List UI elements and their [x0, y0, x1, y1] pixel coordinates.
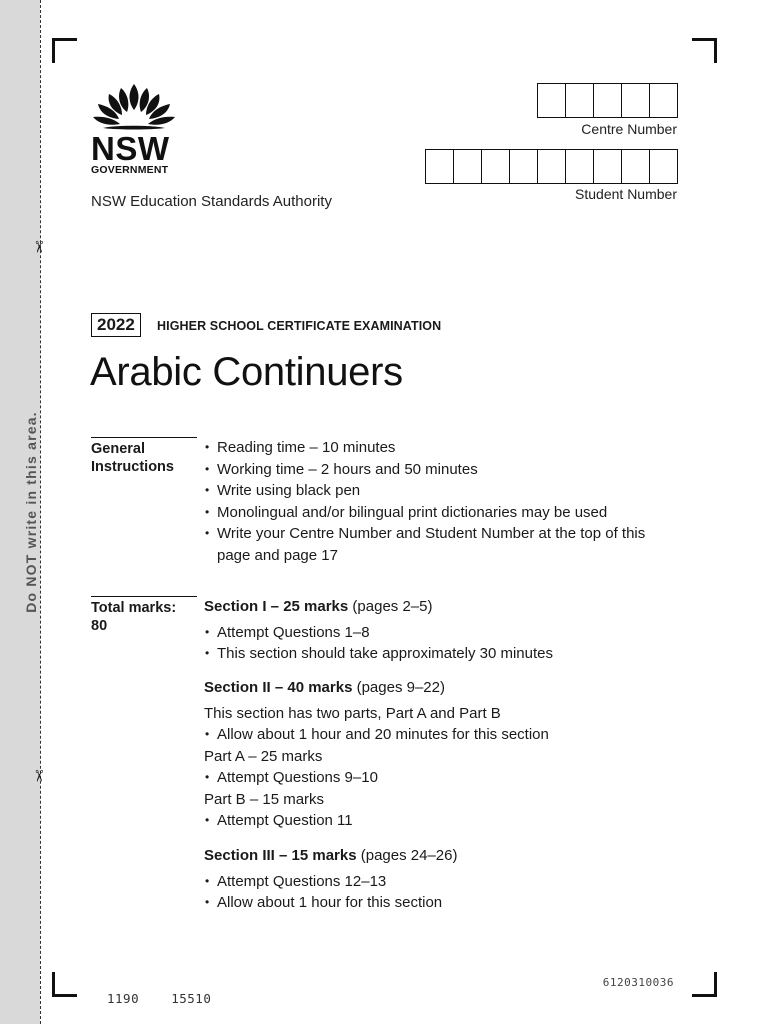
digit-box[interactable]	[481, 149, 510, 184]
digit-box[interactable]	[565, 149, 594, 184]
waratah-icon	[91, 82, 177, 132]
scissors-icon: ✂	[29, 769, 49, 783]
list-item: • Write using black pen	[204, 480, 654, 502]
total-marks-heading	[91, 596, 197, 635]
student-number-boxes[interactable]	[425, 149, 678, 184]
authority-name: NSW Education Standards Authority	[91, 193, 332, 210]
exam-title: Arabic Continuers	[90, 350, 403, 394]
list-item: • Working time – 2 hours and 50 minutes	[204, 459, 654, 481]
list-item: • Attempt Questions 1–8	[204, 622, 674, 644]
list-item: • Attempt Questions 12–13	[204, 871, 674, 893]
crop-mark-bottom-right	[692, 972, 717, 997]
digit-box[interactable]	[565, 83, 594, 118]
margin-note: Do NOT write in this area.	[23, 411, 39, 613]
general-instructions-heading	[91, 437, 197, 476]
digit-box[interactable]	[453, 149, 482, 184]
section-1	[204, 596, 674, 665]
digit-box[interactable]	[621, 149, 650, 184]
digit-box[interactable]	[425, 149, 454, 184]
exam-type: HIGHER SCHOOL CERTIFICATE EXAMINATION	[157, 319, 442, 333]
digit-box[interactable]	[537, 83, 566, 118]
centre-number-boxes[interactable]	[537, 83, 678, 118]
logo-wordmark: NSW	[91, 130, 170, 167]
student-number-label: Student Number	[575, 186, 677, 202]
section-title: Section II – 40 marks	[204, 679, 353, 696]
list-item: • Allow about 1 hour for this section	[204, 892, 674, 914]
section-pages: (pages 2–5)	[352, 598, 433, 615]
cut-line	[40, 0, 41, 1024]
heading-line: Instructions	[91, 459, 174, 475]
crop-mark-bottom-left	[52, 972, 77, 997]
section-intro: This section has two parts, Part A and Part B	[204, 704, 501, 722]
crop-mark-top-right	[692, 38, 717, 63]
print-codes	[107, 991, 211, 1006]
barcode-number: 6120310036	[602, 976, 674, 989]
section-pages: (pages 24–26)	[360, 847, 458, 864]
list-item: • Write your Centre Number and Student Number at the top of this page and page 17	[204, 523, 654, 566]
print-code: 1190	[107, 991, 140, 1006]
list-item: • Reading time – 10 minutes	[204, 437, 654, 459]
digit-box[interactable]	[537, 149, 566, 184]
centre-number-label: Centre Number	[581, 121, 677, 137]
print-code: 15510	[171, 991, 212, 1006]
section-title: Section III – 15 marks	[204, 847, 357, 864]
digit-box[interactable]	[621, 83, 650, 118]
list-item: • Attempt Questions 9–10	[204, 767, 674, 789]
list-item: • Attempt Question 11	[204, 810, 674, 832]
digit-box[interactable]	[649, 149, 678, 184]
crop-mark-top-left	[52, 38, 77, 63]
digit-box[interactable]	[649, 83, 678, 118]
digit-box[interactable]	[593, 149, 622, 184]
list-item: • This section should take approximately 30 minutes	[204, 643, 674, 665]
part-b-label: Part B – 15 marks	[204, 790, 325, 808]
section-title: Section I – 25 marks	[204, 598, 349, 615]
part-a-label: Part A – 25 marks	[204, 747, 323, 765]
scissors-icon: ✂	[29, 240, 49, 254]
list-item: • Monolingual and/or bilingual print dictionaries may be used	[204, 502, 654, 524]
general-instructions-list	[204, 437, 654, 566]
section-3	[204, 845, 674, 914]
digit-box[interactable]	[509, 149, 538, 184]
total-marks-label: Total marks:	[91, 600, 177, 616]
exam-year: 2022	[91, 313, 141, 337]
heading-line: General	[91, 441, 145, 457]
digit-box[interactable]	[593, 83, 622, 118]
total-marks-value: 80	[91, 618, 108, 634]
logo-subtext: GOVERNMENT	[91, 164, 169, 176]
section-2	[204, 677, 674, 832]
nsw-government-logo	[91, 82, 181, 176]
list-item: • Allow about 1 hour and 20 minutes for this section	[204, 724, 674, 746]
section-pages: (pages 9–22)	[356, 679, 445, 696]
